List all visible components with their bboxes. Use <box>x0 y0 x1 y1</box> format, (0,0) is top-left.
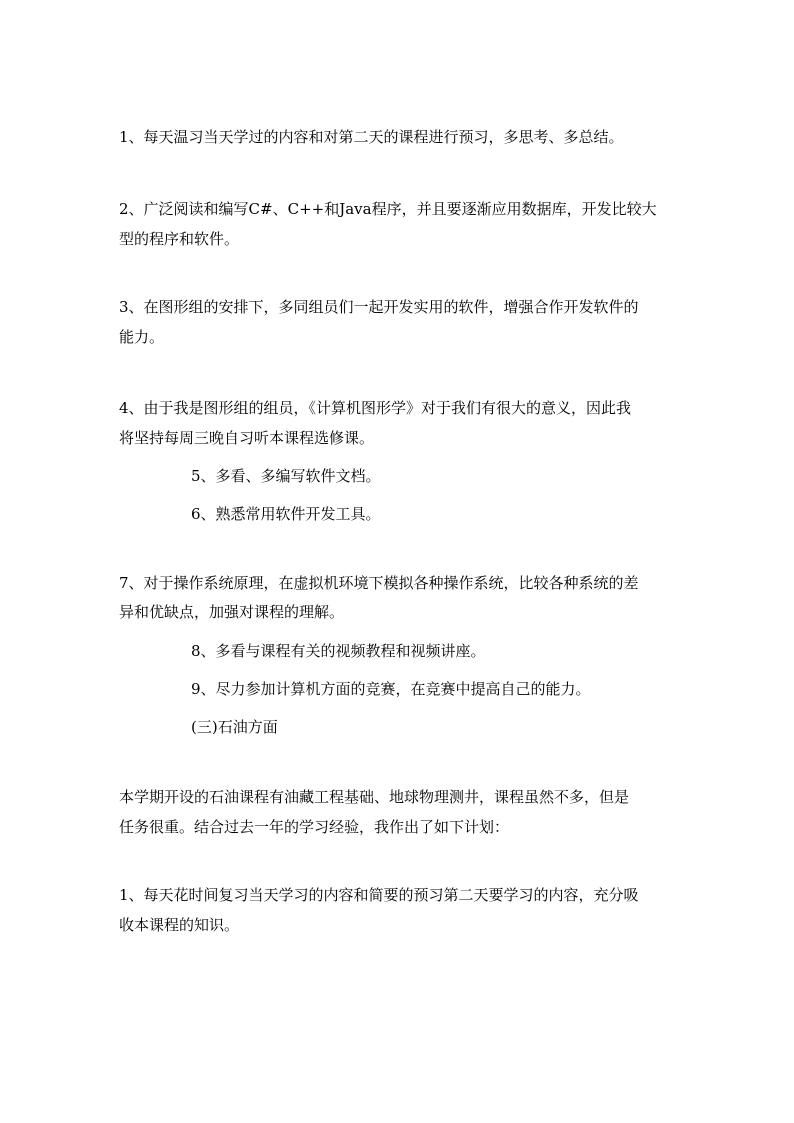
list-item: 9、尽力参加计算机方面的竞赛，在竞赛中提高自己的能力。 <box>191 680 591 698</box>
paragraph-line: 任务很重。结合过去一年的学习经验，我作出了如下计划： <box>119 818 510 836</box>
paragraph-line: 型的程序和软件。 <box>119 230 240 248</box>
section-heading: (三)石油方面 <box>191 718 278 736</box>
paragraph-line: 7、对于操作系统原理，在虚拟机环境下模拟各种操作系统，比较各种系统的差 <box>119 574 639 592</box>
paragraph-line: 1、每天温习当天学过的内容和对第二天的课程进行预习，多思考、多总结。 <box>119 128 624 146</box>
list-item: 8、多看与课程有关的视频教程和视频讲座。 <box>191 642 486 660</box>
paragraph-line: 收本课程的知识。 <box>119 916 240 934</box>
paragraph-line: 4、由于我是图形组的组员，《计算机图形学》对于我们有很大的意义，因此我 <box>119 399 632 417</box>
paragraph-line: 异和优缺点，加强对课程的理解。 <box>119 603 345 621</box>
paragraph-line: 本学期开设的石油课程有油藏工程基础、地球物理测井，课程虽然不多，但是 <box>119 788 630 806</box>
paragraph-line: 1、每天花时间复习当天学习的内容和简要的预习第二天要学习的内容，充分吸 <box>119 886 639 904</box>
paragraph-line: 将坚持每周三晚自习听本课程选修课。 <box>119 429 375 447</box>
list-item: 5、多看、多编写软件文档。 <box>191 467 381 485</box>
paragraph-line: 能力。 <box>119 328 165 346</box>
paragraph-line: 2、广泛阅读和编写C#、C++和Java程序，并且要逐渐应用数据库，开发比较大 <box>119 200 657 218</box>
paragraph-line: 3、在图形组的安排下，多同组员们一起开发实用的软件，增强合作开发软件的 <box>119 298 639 316</box>
list-item: 6、熟悉常用软件开发工具。 <box>191 505 381 523</box>
